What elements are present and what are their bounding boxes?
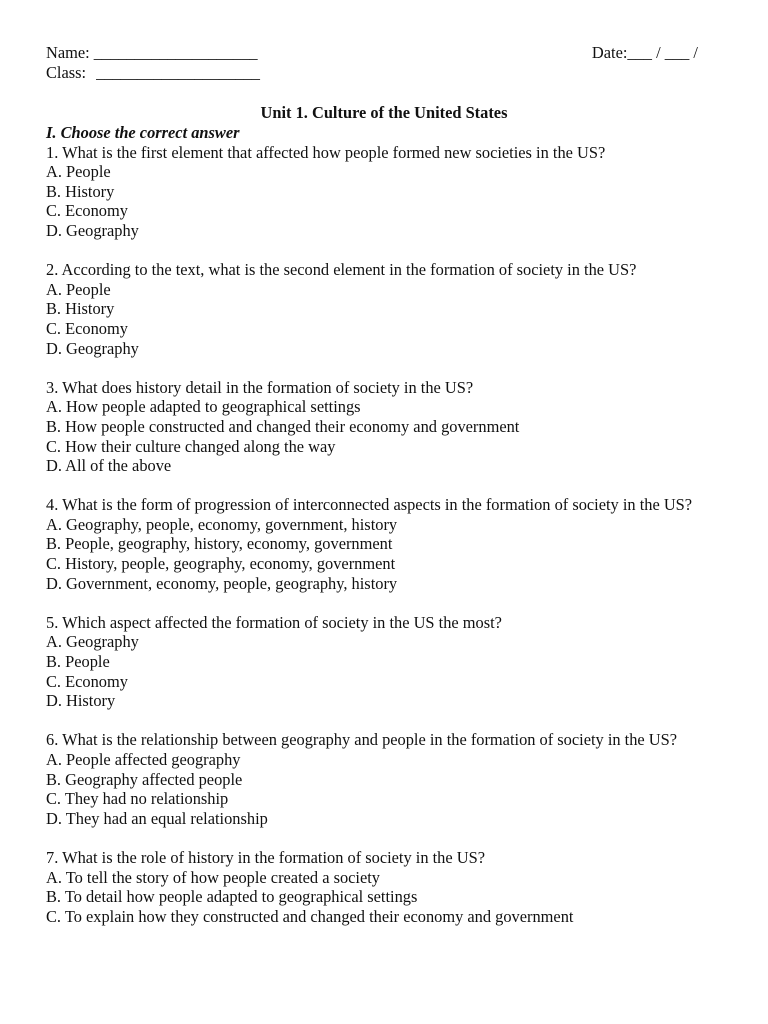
answer-option[interactable]: B. History <box>46 299 115 319</box>
class-field[interactable]: ____________________ <box>96 63 260 82</box>
question-block <box>46 730 710 828</box>
answer-option[interactable]: B. History <box>46 181 115 201</box>
answer-option[interactable]: C. To explain how they constructed and changed their economy and government <box>46 906 574 926</box>
class-row <box>46 63 706 83</box>
answer-option[interactable]: A. Geography, people, economy, government, history <box>46 514 398 534</box>
answer-option[interactable]: A. People <box>46 279 111 299</box>
question-block <box>46 613 710 711</box>
answer-option[interactable]: A. How people adapted to geographical settings <box>46 397 361 417</box>
class-label: Class: <box>46 63 87 82</box>
answer-option[interactable]: C. History, people, geography, economy, government <box>46 554 396 574</box>
question-block <box>46 495 710 593</box>
answer-option[interactable]: C. How their culture changed along the way <box>46 436 336 456</box>
name-field[interactable]: ____________________ <box>93 43 258 62</box>
date-field[interactable]: Date:___ / ___ / <box>591 43 698 62</box>
questions-container <box>46 143 710 927</box>
question-text: 2. According to the text, what is the second element in the formation of society in the US? <box>46 260 637 280</box>
answer-option[interactable]: C. Economy <box>46 671 128 691</box>
answer-option[interactable]: C. They had no relationship <box>46 789 229 809</box>
question-text: 3. What does history detail in the formation of society in the US? <box>46 377 474 397</box>
answer-option[interactable]: A. To tell the story of how people created a society <box>46 867 380 887</box>
answer-option[interactable]: D. They had an equal relationship <box>46 808 268 828</box>
name-label: Name: <box>46 43 90 62</box>
question-text: 1. What is the first element that affected how people formed new societies in the US? <box>46 142 606 162</box>
answer-option[interactable]: B. People <box>46 652 110 672</box>
question-text: 5. Which aspect affected the formation of society in the US the most? <box>46 612 502 632</box>
answer-option[interactable]: C. Economy <box>46 201 128 221</box>
answer-option[interactable]: B. People, geography, history, economy, government <box>46 534 393 554</box>
question-block <box>46 848 710 926</box>
question-block <box>46 143 710 241</box>
question-text: 6. What is the relationship between geography and people in the formation of society in the US? <box>46 730 678 750</box>
question-block <box>46 378 710 476</box>
answer-option[interactable]: B. To detail how people adapted to geographical settings <box>46 887 418 907</box>
answer-option[interactable]: D. Geography <box>46 338 139 358</box>
question-text: 7. What is the role of history in the formation of society in the US? <box>46 847 485 867</box>
question-list <box>46 123 710 946</box>
answer-option[interactable]: A. People affected geography <box>46 750 241 769</box>
question-block <box>46 260 710 358</box>
page-title: Unit 1. Culture of the United States <box>260 103 508 122</box>
answer-option[interactable]: A. Geography <box>46 632 139 652</box>
answer-option[interactable]: B. How people constructed and changed their economy and government <box>46 416 520 436</box>
answer-option[interactable]: D. All of the above <box>46 456 172 476</box>
section-heading: I. Choose the correct answer <box>46 123 240 142</box>
answer-option[interactable]: A. People <box>46 162 111 182</box>
name-row <box>46 43 706 63</box>
answer-option[interactable]: B. Geography affected people <box>46 769 243 789</box>
question-text: 4. What is the form of progression of interconnected aspects in the formation of society in the US? <box>46 495 693 515</box>
answer-option[interactable]: C. Economy <box>46 318 128 338</box>
header <box>46 43 706 83</box>
answer-option[interactable]: D. Government, economy, people, geography, history <box>46 573 398 593</box>
answer-option[interactable]: D. History <box>46 691 116 711</box>
answer-option[interactable]: D. Geography <box>46 220 139 240</box>
